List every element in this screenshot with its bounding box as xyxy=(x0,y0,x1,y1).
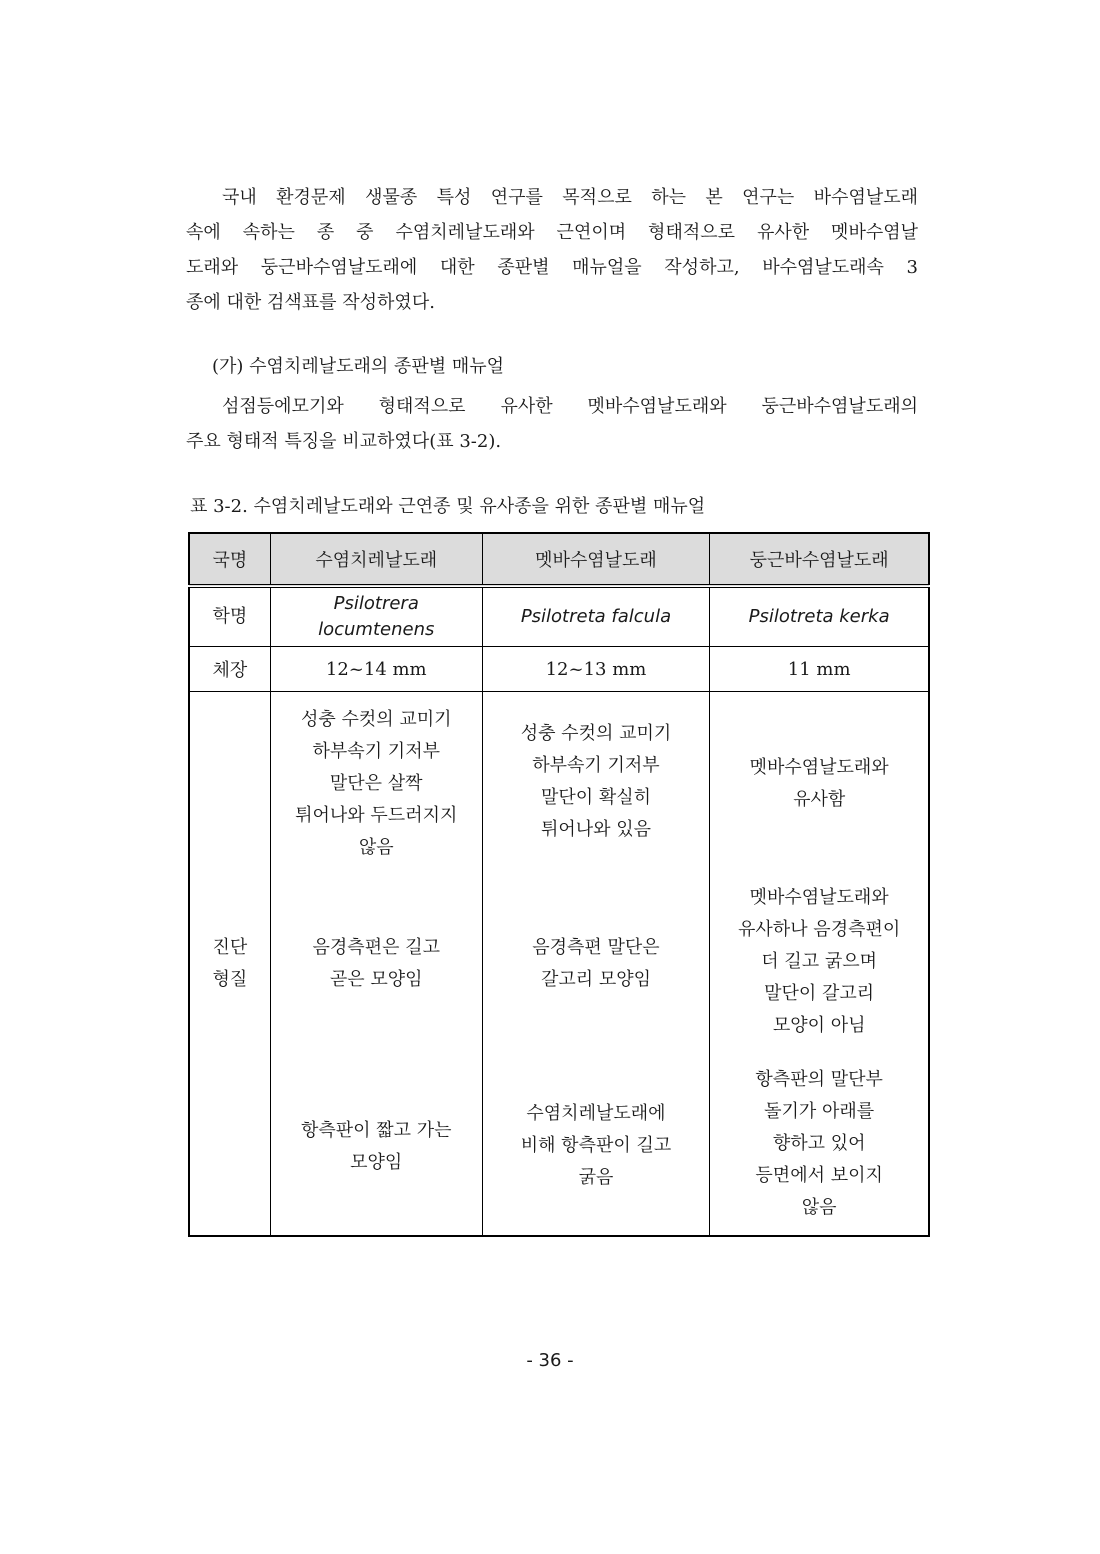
diagnostic-text: 음경측편 말단은 갈고리 모양임 xyxy=(532,937,660,990)
section-line: 주요 형태적 특징을 비교하였다(표 3-2). xyxy=(186,431,502,452)
row-label: 체장 xyxy=(189,647,270,692)
row-label-line: 진단 xyxy=(212,936,248,958)
section-line: 섬점등에모기와 형태적으로 유사한 멧바수염날도래와 둥근바수염날도래의 xyxy=(222,396,918,417)
intro-paragraph xyxy=(186,180,918,320)
diagnostic-text: 항측판이 짧고 가는 모양임 xyxy=(300,1120,452,1173)
table-caption: 표 3-2. 수염치레날도래와 근연종 및 유사종을 위한 종판별 매뉴얼 xyxy=(190,496,706,517)
intro-line: 국내 환경문제 생물종 특성 연구를 목적으로 하는 본 연구는 바수염날도래 xyxy=(222,187,918,208)
scientific-name-line: Psilotreta kerka xyxy=(748,606,890,627)
header-cell: 멧바수염날도래 xyxy=(482,533,710,586)
row-label xyxy=(189,692,270,1237)
scientific-name-cell xyxy=(710,586,929,647)
diagnostic-row xyxy=(189,692,929,1237)
diagnostic-cell xyxy=(482,692,710,1237)
body-length-cell: 11 mm xyxy=(710,647,929,692)
diagnostic-text: 성충 수컷의 교미기 하부속기 기저부 말단은 살짝 튀어나와 두드러지지 않음 xyxy=(295,709,458,858)
intro-line: 속에 속하는 종 중 수염치레날도래와 근연이며 형태적으로 유사한 멧바수염날 xyxy=(186,222,918,243)
scientific-name-line: Psilotreta falcula xyxy=(520,606,672,627)
diagnostic-text: 항측판의 말단부 돌기가 아래를 향하고 있어 등면에서 보이지 않음 xyxy=(755,1069,883,1218)
header-cell: 국명 xyxy=(189,533,270,586)
scientific-name-row xyxy=(189,586,929,647)
section-paragraph xyxy=(186,389,918,459)
diagnostic-text: 음경측편은 길고 곧은 모양임 xyxy=(312,937,440,990)
diagnostic-text: 멧바수염날도래와 유사함 xyxy=(749,757,889,810)
diagnostic-text: 성충 수컷의 교미기 하부속기 기저부 말단이 확실히 튀어나와 있음 xyxy=(520,723,672,840)
diagnostic-cell xyxy=(710,692,929,1237)
body-length-row xyxy=(189,647,929,692)
scientific-name-cell xyxy=(482,586,710,647)
scientific-name-cell xyxy=(270,586,482,647)
section-heading: (가) 수염치레날도래의 종판별 매뉴얼 xyxy=(212,356,505,377)
scientific-name-line: Psilotrera xyxy=(333,593,419,614)
row-label: 학명 xyxy=(189,586,270,647)
diagnostic-text: 멧바수염날도래와 유사하나 음경측편이 더 길고 굵으며 말단이 갈고리 모양이 아님 xyxy=(738,887,901,1036)
intro-line: 종에 대한 검색표를 작성하였다. xyxy=(186,292,435,313)
body-length-cell: 12~13 mm xyxy=(482,647,710,692)
scientific-name-line: locumtenens xyxy=(318,619,435,640)
intro-line: 도래와 둥근바수염날도래에 대한 종판별 매뉴얼을 작성하고, 바수염날도래속 3 xyxy=(186,257,918,278)
species-manual-table xyxy=(188,532,930,1237)
row-label-line: 형질 xyxy=(212,968,248,990)
table-header-row xyxy=(189,533,929,586)
diagnostic-cell xyxy=(270,692,482,1237)
diagnostic-text: 수염치레날도래에 비해 항측판이 길고 굵음 xyxy=(520,1103,672,1188)
page-number: - 36 - xyxy=(526,1350,574,1371)
header-cell: 둥근바수염날도래 xyxy=(710,533,929,586)
body-length-cell: 12~14 mm xyxy=(270,647,482,692)
header-cell: 수염치레날도래 xyxy=(270,533,482,586)
